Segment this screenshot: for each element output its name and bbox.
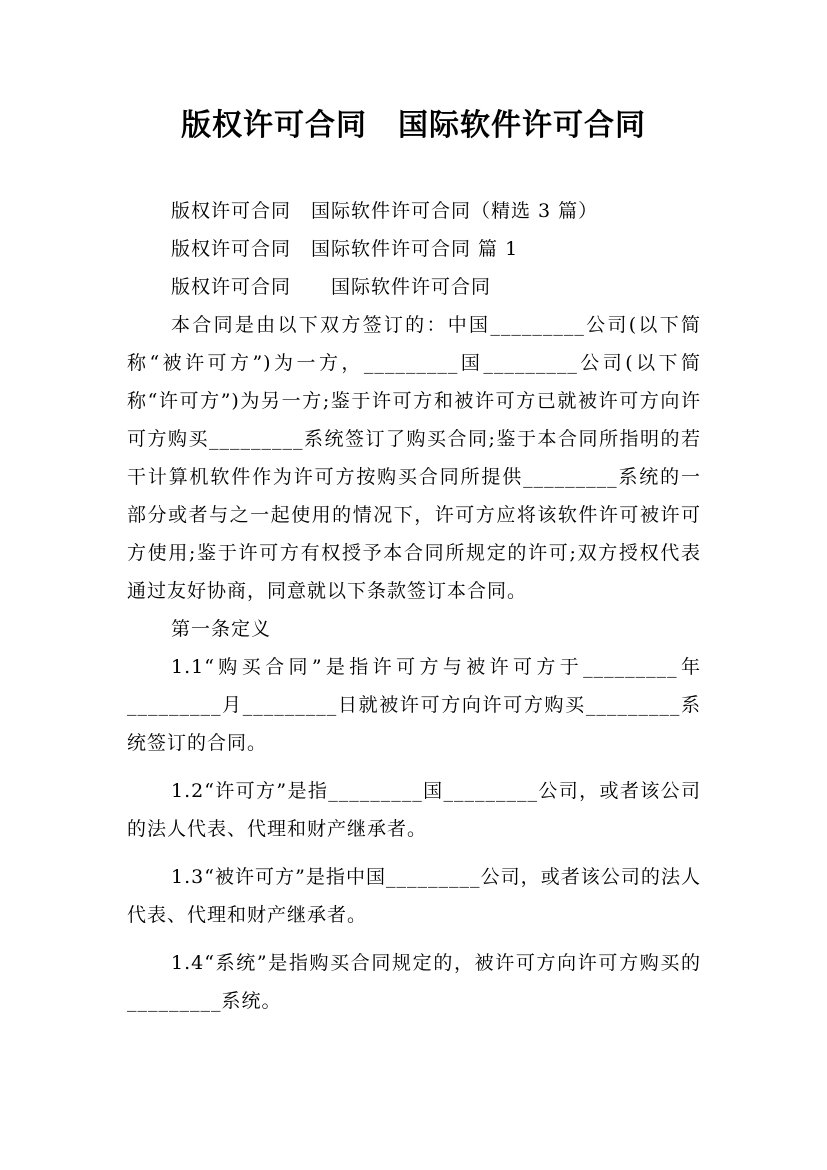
intro-line-2: 版权许可合同 国际软件许可合同 篇 1 bbox=[171, 238, 519, 260]
clause-1-1: 1.1“购买合同”是指许可方与被许可方于_________年_________月_________日就被许可方向许可方购买_________系统签订的合同。 bbox=[127, 656, 701, 754]
intro-line-3: 版权许可合同 国际软件许可合同 bbox=[171, 276, 492, 298]
clause-1-4: 1.4“系统”是指购买合同规定的，被许可方向许可方购买的_________系统。 bbox=[127, 952, 701, 1012]
clause-1-3: 1.3“被许可方”是指中国_________公司，或者该公司的法人代表、代理和财产继承者。 bbox=[127, 866, 701, 926]
document-body bbox=[127, 192, 701, 1020]
intro-line-1: 版权许可合同 国际软件许可合同（精选 3 篇） bbox=[171, 200, 599, 222]
article-one-heading: 第一条定义 bbox=[171, 618, 272, 640]
preamble-paragraph: 本合同是由以下双方签订的：中国_________公司(以下简称“被许可方”)为一方，_________国_________公司(以下简称“许可方”)为另一方;鉴于许可方和被许可方已就被许可方向许可方购买_________系统签订了购买合同;鉴于本合同所指明的若干计算机软件作为许可方按购买合同所提供_________系统的一部分或者与之一起使用的情况下，许可方应将该软件许可被许可方使用;鉴于许可方有权授予本合同所规定的许可;双方授权代表通过友好协商，同意就以下条款签订本合同。 bbox=[127, 314, 701, 602]
document-title: 版权许可合同 国际软件许可合同 bbox=[181, 108, 646, 143]
clause-1-2: 1.2“许可方”是指_________国_________公司，或者该公司的法人代表、代理和财产继承者。 bbox=[127, 780, 701, 840]
